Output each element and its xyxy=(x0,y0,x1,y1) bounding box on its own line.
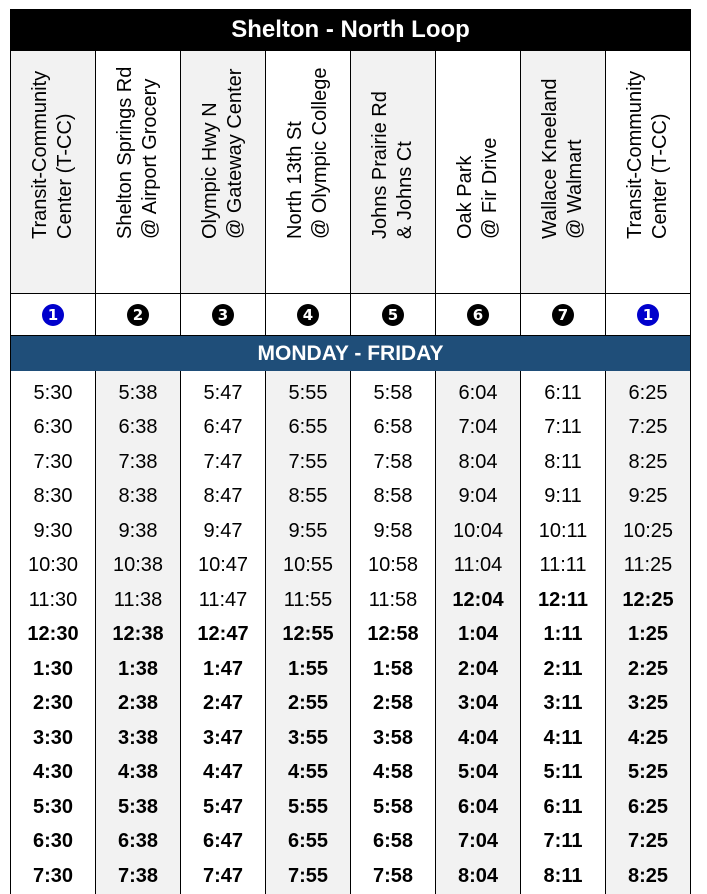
departure-time: 8:25 xyxy=(628,450,668,473)
departure-time: 3:30 xyxy=(32,726,74,749)
departure-time: 9:55 xyxy=(288,519,328,542)
departure-time: 2:30 xyxy=(32,692,74,715)
departure-time: 2:04 xyxy=(457,657,499,680)
stop-number-cell xyxy=(436,294,521,335)
departure-time: 11:47 xyxy=(198,588,248,611)
departure-time: 11:30 xyxy=(28,588,78,611)
departure-time: 3:38 xyxy=(117,726,159,749)
time-column xyxy=(606,371,690,894)
time-column xyxy=(436,371,521,894)
departure-time: 7:38 xyxy=(118,450,158,473)
stop-name-line1: Johns Prairie Rd xyxy=(369,91,391,239)
departure-time: 7:30 xyxy=(32,864,74,887)
stop-name xyxy=(368,91,418,239)
time-column xyxy=(96,371,181,894)
departure-time: 10:38 xyxy=(112,554,164,577)
departure-time: 4:25 xyxy=(627,726,669,749)
departure-time: 10:25 xyxy=(622,519,674,542)
time-column xyxy=(351,371,436,894)
departure-time: 5:47 xyxy=(203,381,243,404)
departure-time: 3:47 xyxy=(202,726,244,749)
departure-time: 12:38 xyxy=(112,623,164,646)
departure-time: 10:11 xyxy=(538,519,588,542)
stop-name-line1: Wallace Kneeland xyxy=(539,78,561,239)
departure-time: 6:30 xyxy=(32,830,74,853)
time-column xyxy=(521,371,606,894)
departure-time: 6:25 xyxy=(628,381,668,404)
departure-time: 5:38 xyxy=(118,381,158,404)
departure-time: 1:55 xyxy=(287,657,329,680)
departure-time: 7:11 xyxy=(543,830,583,853)
departure-time: 8:11 xyxy=(543,864,583,887)
departure-time: 7:47 xyxy=(202,864,244,887)
stop-name-line1: Transit-Community xyxy=(29,70,51,239)
service-day-band: MONDAY - FRIDAY xyxy=(11,336,690,371)
stop-number-badge: 1 xyxy=(637,304,659,326)
departure-time: 3:58 xyxy=(372,726,414,749)
departure-time: 1:25 xyxy=(627,623,669,646)
stop-name-line2: @ Walmart xyxy=(564,139,586,239)
stop-number-cell xyxy=(351,294,436,335)
departure-time: 11:55 xyxy=(283,588,333,611)
departure-time: 1:47 xyxy=(202,657,244,680)
departure-time: 2:58 xyxy=(372,692,414,715)
stop-name-line2: @ Olympic College xyxy=(309,67,331,239)
departure-time: 5:38 xyxy=(117,795,159,818)
departure-time: 8:11 xyxy=(544,450,582,473)
departure-time: 10:55 xyxy=(282,554,334,577)
departure-time: 4:58 xyxy=(372,761,414,784)
departure-time: 9:58 xyxy=(373,519,413,542)
departure-time: 8:25 xyxy=(627,864,669,887)
departure-time: 1:30 xyxy=(32,657,74,680)
departure-time: 9:47 xyxy=(203,519,243,542)
stop-name xyxy=(28,71,78,239)
time-column xyxy=(181,371,266,894)
departure-time: 9:30 xyxy=(33,519,73,542)
time-grid xyxy=(11,371,690,894)
stop-name-line2: @ Fir Drive xyxy=(479,137,501,239)
stop-name-line1: Olympic Hwy N xyxy=(199,102,221,239)
stop-name-line1: Oak Park xyxy=(454,155,476,239)
departure-time: 6:58 xyxy=(373,416,413,439)
departure-time: 7:25 xyxy=(627,830,669,853)
stop-name xyxy=(198,69,248,239)
departure-time: 6:04 xyxy=(458,381,498,404)
departure-time: 4:04 xyxy=(457,726,499,749)
departure-time: 11:58 xyxy=(368,588,418,611)
departure-time: 8:04 xyxy=(458,450,498,473)
stop-name xyxy=(538,79,588,239)
departure-time: 5:58 xyxy=(373,381,413,404)
departure-time: 8:58 xyxy=(373,485,413,508)
departure-time: 4:47 xyxy=(202,761,244,784)
stop-number-cell xyxy=(11,294,96,335)
departure-time: 6:11 xyxy=(543,795,583,818)
departure-time: 11:04 xyxy=(453,554,503,577)
stop-number-cell xyxy=(181,294,266,335)
departure-time: 7:58 xyxy=(372,864,414,887)
time-column xyxy=(11,371,96,894)
time-column xyxy=(266,371,351,894)
stop-number-row xyxy=(11,293,690,336)
departure-time: 2:47 xyxy=(202,692,244,715)
departure-time: 10:58 xyxy=(367,554,419,577)
stop-number-badge: 2 xyxy=(127,304,149,326)
stop-header xyxy=(11,51,96,293)
departure-time: 9:11 xyxy=(544,485,582,508)
departure-time: 8:47 xyxy=(203,485,243,508)
stop-name-line1: Shelton Springs Rd xyxy=(114,66,136,239)
departure-time: 6:30 xyxy=(33,416,73,439)
departure-time: 2:55 xyxy=(287,692,329,715)
stop-header xyxy=(521,51,606,293)
departure-time: 8:38 xyxy=(118,485,158,508)
departure-time: 5:11 xyxy=(543,761,583,784)
departure-time: 5:25 xyxy=(627,761,669,784)
stop-name xyxy=(623,71,673,239)
departure-time: 1:38 xyxy=(117,657,159,680)
departure-time: 4:11 xyxy=(543,726,583,749)
departure-time: 2:11 xyxy=(543,657,583,680)
stop-name-line2: Center (T-CC) xyxy=(649,113,671,239)
stop-number-cell xyxy=(606,294,690,335)
departure-time: 6:47 xyxy=(202,830,244,853)
stop-name xyxy=(113,67,163,239)
departure-time: 7:38 xyxy=(117,864,159,887)
stop-name-line2: & Johns Ct xyxy=(394,141,416,239)
departure-time: 8:30 xyxy=(33,485,73,508)
stop-header xyxy=(266,51,351,293)
stop-number-cell xyxy=(521,294,606,335)
departure-time: 6:11 xyxy=(544,381,582,404)
stop-name xyxy=(453,138,503,239)
stop-number-cell xyxy=(96,294,181,335)
stop-headers xyxy=(11,51,690,293)
departure-time: 11:11 xyxy=(539,554,587,577)
departure-time: 7:11 xyxy=(544,416,582,439)
stop-name-line1: Transit-Community xyxy=(624,70,646,239)
departure-time: 12:58 xyxy=(367,623,419,646)
stop-name-line2: @ Airport Grocery xyxy=(139,78,161,239)
departure-time: 8:55 xyxy=(288,485,328,508)
departure-time: 6:55 xyxy=(287,830,329,853)
stop-name-line1: North 13th St xyxy=(284,121,306,239)
departure-time: 12:30 xyxy=(27,623,79,646)
stop-header xyxy=(181,51,266,293)
departure-time: 2:38 xyxy=(117,692,159,715)
departure-time: 1:58 xyxy=(372,657,414,680)
departure-time: 7:55 xyxy=(288,450,328,473)
departure-time: 9:04 xyxy=(458,485,498,508)
departure-time: 6:38 xyxy=(118,416,158,439)
departure-time: 11:38 xyxy=(113,588,163,611)
stop-number-badge: 3 xyxy=(212,304,234,326)
stop-name-line2: @ Gateway Center xyxy=(224,68,246,239)
stop-number-badge: 7 xyxy=(552,304,574,326)
departure-time: 4:55 xyxy=(287,761,329,784)
departure-time: 5:55 xyxy=(288,381,328,404)
departure-time: 1:11 xyxy=(543,623,583,646)
departure-time: 3:11 xyxy=(543,692,583,715)
departure-time: 3:04 xyxy=(457,692,499,715)
departure-time: 7:30 xyxy=(33,450,73,473)
departure-time: 6:55 xyxy=(288,416,328,439)
departure-time: 4:30 xyxy=(32,761,74,784)
departure-time: 12:47 xyxy=(197,623,249,646)
departure-time: 5:30 xyxy=(32,795,74,818)
stop-name xyxy=(283,68,333,239)
departure-time: 3:55 xyxy=(287,726,329,749)
departure-time: 10:30 xyxy=(27,554,79,577)
departure-time: 1:04 xyxy=(457,623,499,646)
departure-time: 7:55 xyxy=(287,864,329,887)
departure-time: 10:04 xyxy=(452,519,504,542)
route-title: Shelton - North Loop xyxy=(11,9,690,51)
stop-number-cell xyxy=(266,294,351,335)
departure-time: 5:58 xyxy=(372,795,414,818)
stop-number-badge: 4 xyxy=(297,304,319,326)
departure-time: 12:25 xyxy=(622,588,674,611)
departure-time: 7:47 xyxy=(203,450,243,473)
departure-time: 6:58 xyxy=(372,830,414,853)
departure-time: 3:25 xyxy=(627,692,669,715)
stop-header xyxy=(351,51,436,293)
departure-time: 5:55 xyxy=(287,795,329,818)
departure-time: 7:25 xyxy=(628,416,668,439)
departure-time: 6:38 xyxy=(117,830,159,853)
stop-header xyxy=(606,51,690,293)
departure-time: 7:04 xyxy=(458,416,498,439)
stop-name-line2: Center (T-CC) xyxy=(54,113,76,239)
departure-time: 7:58 xyxy=(373,450,413,473)
departure-time: 4:38 xyxy=(117,761,159,784)
departure-time: 7:04 xyxy=(457,830,499,853)
stop-header xyxy=(96,51,181,293)
departure-time: 5:04 xyxy=(457,761,499,784)
departure-time: 9:25 xyxy=(628,485,668,508)
departure-time: 9:38 xyxy=(118,519,158,542)
stop-number-badge: 5 xyxy=(382,304,404,326)
departure-time: 8:04 xyxy=(457,864,499,887)
schedule-table xyxy=(10,9,691,894)
departure-time: 12:04 xyxy=(452,588,504,611)
stop-number-badge: 6 xyxy=(467,304,489,326)
departure-time: 5:30 xyxy=(33,381,73,404)
departure-time: 5:47 xyxy=(202,795,244,818)
departure-time: 10:47 xyxy=(197,554,249,577)
departure-time: 12:55 xyxy=(282,623,334,646)
departure-time: 6:47 xyxy=(203,416,243,439)
departure-time: 11:25 xyxy=(623,554,673,577)
stop-header xyxy=(436,51,521,293)
departure-time: 2:25 xyxy=(627,657,669,680)
departure-time: 6:04 xyxy=(457,795,499,818)
departure-time: 6:25 xyxy=(627,795,669,818)
departure-time: 12:11 xyxy=(537,588,589,611)
stop-number-badge: 1 xyxy=(42,304,64,326)
